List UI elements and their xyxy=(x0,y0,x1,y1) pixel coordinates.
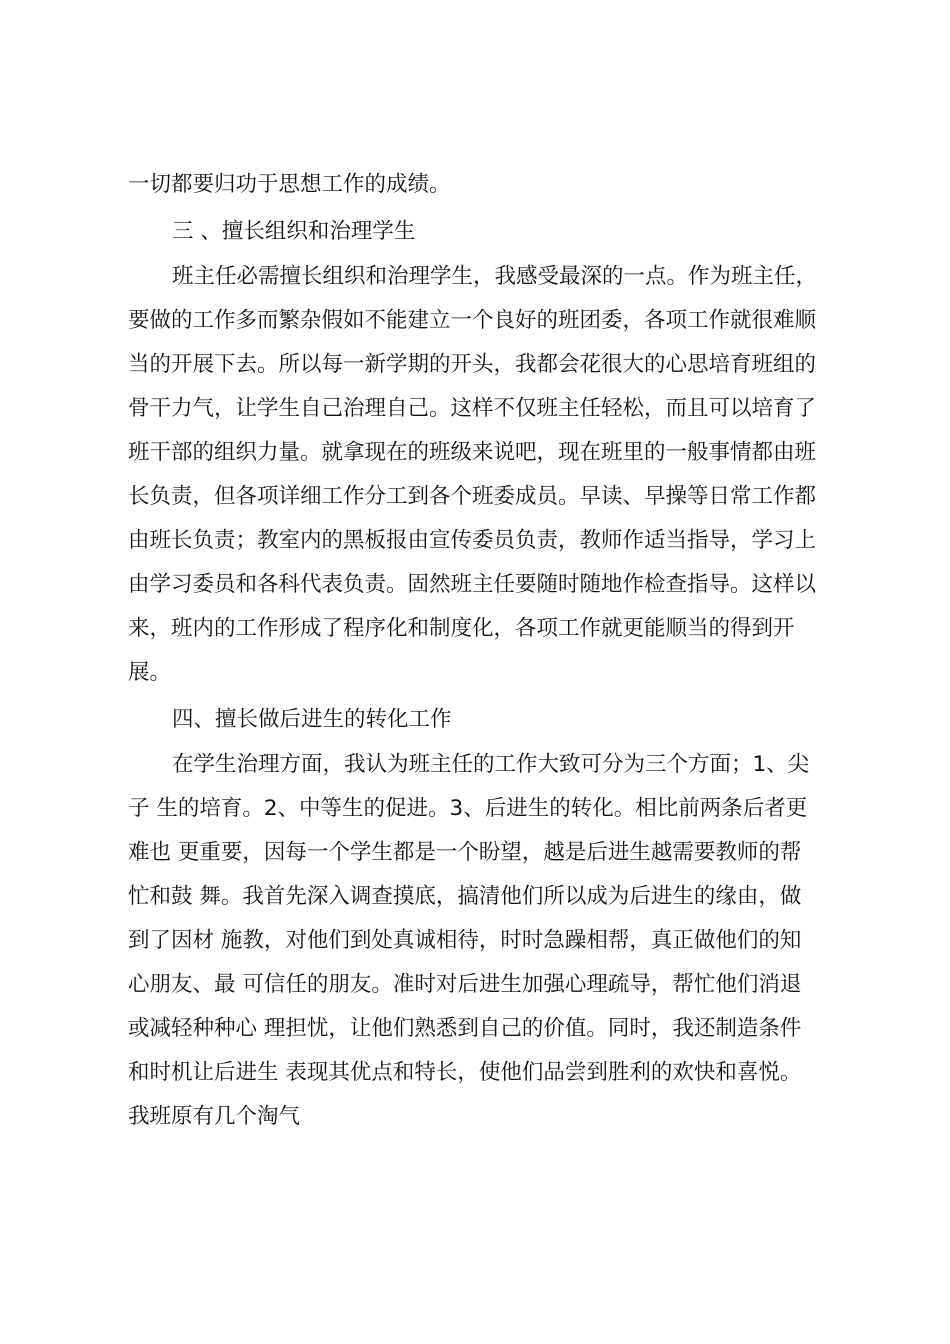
paragraph-line: 骨干力气，让学生自己治理自己。这样不仅班主任轻松，而且可以培育了 xyxy=(128,396,817,421)
paragraph-line: 来，班内的工作形成了程序化和制度化，各项工作就更能顺当的得到开 xyxy=(128,616,795,641)
paragraph-line: 要做的工作多而繁杂假如不能建立一个良好的班团委，各项工作就很难顺 xyxy=(128,308,817,333)
paragraph-line: 和时机让后进生 表现其优点和特长，使他们品尝到胜利的欢快和喜悦。 xyxy=(128,1060,802,1085)
paragraph-line: 我班原有几个淘气 xyxy=(128,1104,301,1129)
paragraph-line: 班干部的组织力量。就拿现在的班级来说吧，现在班里的一般事情都由班 xyxy=(128,440,817,465)
section-heading: 四、擅长做后进生的转化工作 xyxy=(172,707,452,732)
section-heading: 三 、擅长组织和治理学生 xyxy=(172,219,416,244)
paragraph-line: 难也 更重要，因每一个学生都是一个盼望，越是后进生越需要教师的帮 xyxy=(128,840,802,865)
paragraph-line: 到了因材 施教，对他们到处真诚相待，时时急躁相帮，真正做他们的知 xyxy=(128,928,802,953)
paragraph-line: 由学习委员和各科代表负责。固然班主任要随时随地作检查指导。这样以 xyxy=(128,572,817,597)
paragraph-line: 或减轻种种心 理担忧，让他们熟悉到自己的价值。同时，我还制造条件 xyxy=(128,1016,802,1041)
paragraph-line: 由班长负责；教室内的黑板报由宣传委员负责，教师作适当指导，学习上 xyxy=(128,528,817,553)
text-line: 一切都要归功于思想工作的成绩。 xyxy=(128,172,451,197)
paragraph-line: 当的开展下去。所以每一新学期的开头，我都会花很大的心思培育班组的 xyxy=(128,352,817,377)
paragraph-line: 忙和鼓 舞。我首先深入调查摸底，搞清他们所以成为后进生的缘由，做 xyxy=(128,884,802,909)
paragraph-line: 班主任必需擅长组织和治理学生，我感受最深的一点。作为班主任， xyxy=(172,264,818,289)
paragraph-line: 心朋友、最 可信任的朋友。准时对后进生加强心理疏导，帮忙他们消退 xyxy=(128,972,802,997)
paragraph-line: 展。 xyxy=(128,660,172,685)
paragraph-line: 子 生的培育。2、中等生的促进。3、后进生的转化。相比前两条后者更 xyxy=(128,796,808,821)
paragraph-line: 在学生治理方面，我认为班主任的工作大致可分为三个方面；1、尖 xyxy=(172,752,810,777)
paragraph-line: 长负责，但各项详细工作分工到各个班委成员。早读、早操等日常工作都 xyxy=(128,484,817,509)
